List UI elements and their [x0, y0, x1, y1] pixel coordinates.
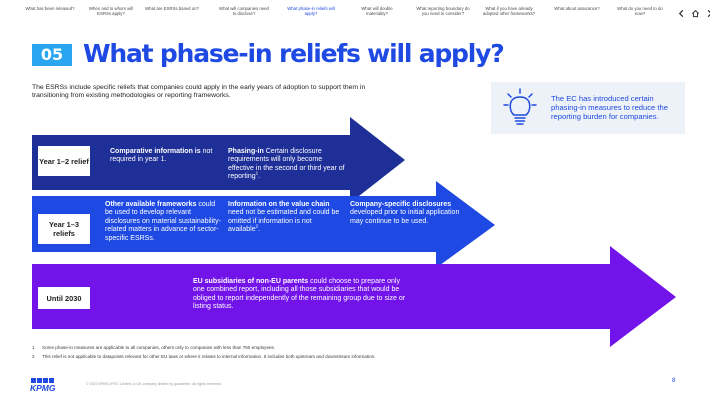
nav-item-disclose[interactable]: What will companies need to disclose? — [219, 6, 269, 17]
callout-text: The EC has introduced certain phasing-in measures to reduce the reporting burden for companies. — [551, 94, 668, 122]
nav-item-other-frameworks[interactable]: What if you have already adopted other frameworks? — [482, 6, 536, 17]
nav-item-phase-in-reliefs[interactable]: What phase-in reliefs will apply? — [287, 6, 335, 17]
page-title: What phase-in reliefs will apply? — [83, 39, 504, 68]
nav-item-reporting-boundary[interactable]: What reporting boundary do you need to consider? — [416, 6, 470, 17]
cell-phasing-in: Phasing-in Certain disclosure requirements will only become effective in the second or third year of reporting$^1$. — [228, 148, 345, 181]
cell-company-specific: Company-specific disclosures developed prior to initial application may continue to be used. — [350, 201, 460, 225]
cell-comparative-information: Comparative information is not required in year 1. — [110, 148, 213, 164]
cell-value-chain: Information on the value chain need not be estimated and could be omitted if information is not available$^2$. — [228, 201, 340, 234]
row-label-year-1-3: Year 1–3 reliefs — [38, 214, 90, 244]
copyright-text: © 2023 KPMG IFRG Limited, a UK company limited by guarantee. All rights reserved. — [86, 382, 222, 386]
svg-text:KPMG: KPMG — [30, 383, 56, 392]
kpmg-logo — [30, 378, 62, 392]
row-label-until-2030: Until 2030 — [38, 287, 90, 309]
footnote-2: 2 This relief is not applicable to datapoints relevant for other EU laws or where it relates to internal information. It includes both upstream and downstream information. — [32, 354, 376, 359]
cell-eu-subsidiaries: EU subsidiaries of non-EU parents could choose to prepare only one combined report, including all those subsidiaries that would be obliged to report independently of the remaining group due to size or listing status. — [193, 278, 406, 311]
nav-item-assurance[interactable]: What about assurance? — [554, 6, 600, 11]
footnote-1: 1 Some phase-in measures are applicable to all companies, others only to companies with less than 750 employees. — [32, 345, 276, 350]
page-number: 8 — [672, 378, 676, 384]
nav-item-based-on[interactable]: What are ESRSs based on? — [145, 6, 199, 11]
row-label-year-1-2: Year 1–2 relief — [38, 146, 90, 176]
section-number: 05 — [32, 44, 72, 66]
nav-item-whom[interactable]: When and to whom will ESRSs apply? — [88, 6, 134, 17]
intro-text: The ESRSs include specific reliefs that companies could apply in the early years of adoption to support them in transitioning from existing methodologies or reporting frameworks. — [32, 84, 366, 100]
nav-item-do-now[interactable]: What do you need to do now? — [617, 6, 663, 17]
nav-item-released[interactable]: What has been released? — [25, 6, 75, 11]
cell-other-frameworks: Other available frameworks could be used to develop relevant disclosures on material sustainability-related matters in advance of sector-specific ESRSs. — [105, 201, 221, 242]
nav-item-double-materiality[interactable]: What will double materiality? — [361, 6, 393, 17]
